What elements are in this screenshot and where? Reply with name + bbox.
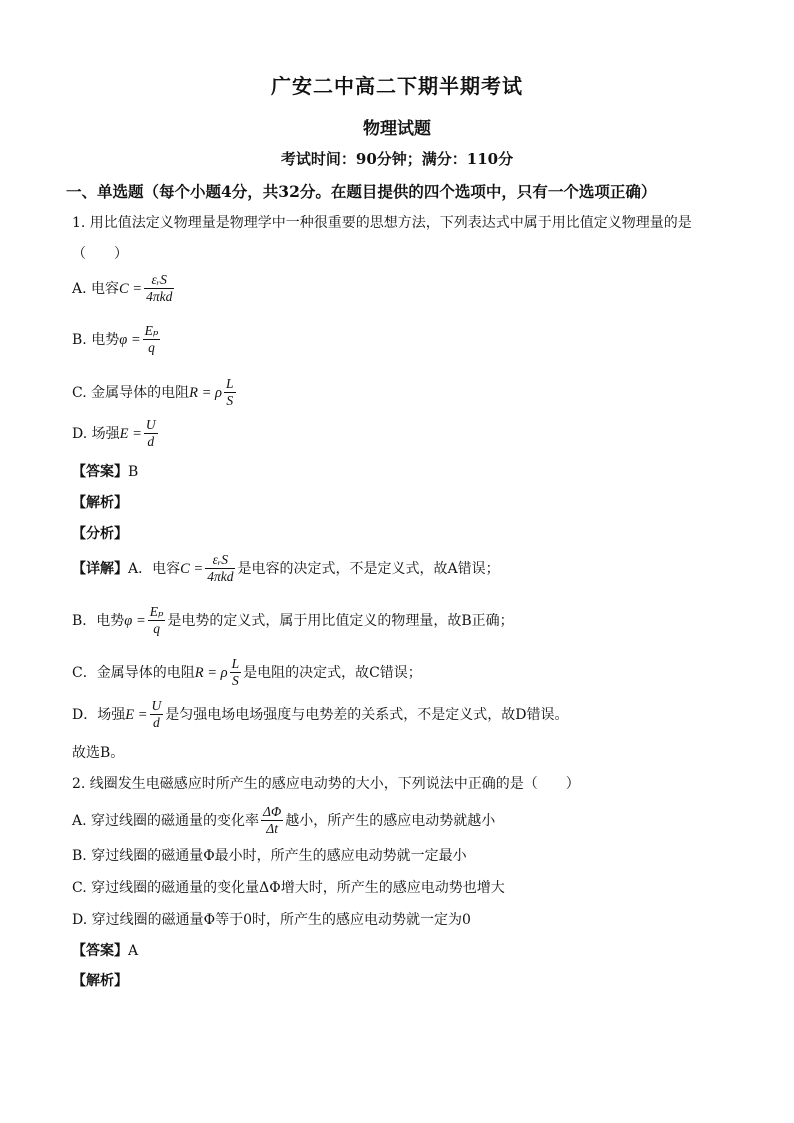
q1-detail-b — [72, 604, 514, 637]
denominator: q — [153, 621, 160, 636]
detail-suffix: 是电容的决定式，不是定义式，故A错误； — [237, 560, 500, 577]
denominator: S — [231, 673, 239, 688]
analysis-tag: 【解析】 — [72, 973, 128, 989]
exam-title: 广安二中高二下期半期考试 — [271, 74, 523, 98]
q1-option-a — [72, 272, 176, 305]
formula-lhs: R = ρ — [189, 384, 222, 401]
q2-stem: 2. 线圈发生电磁感应时所产生的感应电动势的大小，下列说法中正确的是（ ） — [72, 776, 580, 792]
formula-lhs: φ = — [119, 331, 141, 348]
formula-lhs: E = — [125, 706, 148, 723]
fraction — [224, 376, 236, 409]
numerator: Eₚ — [149, 604, 164, 619]
formula-lhs: C = — [180, 560, 204, 577]
answer-tag: 【答案】 — [72, 464, 128, 480]
q1-detail-a — [72, 552, 500, 585]
section-heading: 一、单选题（每个小题4分，共32分。在题目提供的四个选项中，只有一个选项正确） — [66, 182, 657, 201]
fraction — [143, 323, 161, 356]
q2-answer — [72, 941, 138, 961]
denominator: d — [147, 434, 155, 449]
formula-lhs: E = — [119, 425, 142, 442]
fraction — [148, 604, 166, 637]
subject-title: 物理试题 — [363, 119, 431, 139]
numerator: εᵣS — [144, 272, 174, 289]
fraction — [150, 698, 164, 731]
denominator: S — [226, 393, 234, 408]
option-label: B. 电势 — [72, 331, 120, 348]
formula-lhs: C = — [119, 280, 143, 297]
q1-option-b — [72, 323, 162, 356]
q1-conclusion: 故选B。 — [72, 745, 125, 761]
q2-option-a — [72, 804, 495, 837]
fraction — [261, 804, 283, 837]
q1-detail-c — [72, 656, 422, 689]
option-suffix: 越小，所产生的感应电动势就越小 — [285, 812, 496, 829]
denominator: Δt — [266, 821, 278, 836]
q2-option-b: B. 穿过线圈的磁通量Φ最小时，所产生的感应电动势就一定最小 — [72, 848, 467, 864]
detail-prefix: D．场强 — [72, 706, 126, 723]
detail-suffix: 是电阻的决定式，故C错误； — [243, 664, 422, 681]
numerator: L — [225, 376, 234, 391]
denominator: 4πkd — [146, 289, 173, 304]
q1-analysis — [72, 493, 128, 513]
fenxi-tag: 【分析】 — [72, 526, 128, 542]
answer-value: B — [128, 464, 139, 480]
fraction — [144, 272, 174, 305]
answer-value: A — [128, 943, 139, 959]
numerator: U — [151, 698, 162, 713]
numerator: Eₚ — [144, 323, 159, 338]
detail-prefix: A．电容 — [128, 560, 181, 577]
q1-blank: （ ） — [72, 246, 128, 262]
q1-option-d — [72, 417, 160, 450]
option-label: A. 电容 — [72, 280, 120, 297]
q2-option-c: C. 穿过线圈的磁通量的变化量ΔΦ增大时，所产生的感应电动势也增大 — [72, 880, 505, 896]
detail-prefix: C．金属导体的电阻 — [72, 664, 195, 681]
detail-tag: 【详解】 — [72, 560, 128, 577]
option-label: C. 金属导体的电阻 — [72, 384, 190, 401]
answer-tag: 【答案】 — [72, 943, 128, 959]
option-prefix: A. 穿过线圈的磁通量的变化率 — [72, 812, 260, 829]
q2-option-d: D. 穿过线圈的磁通量Φ等于0时，所产生的感应电动势就一定为0 — [72, 912, 471, 928]
numerator: L — [231, 656, 240, 671]
fraction — [144, 417, 158, 450]
denominator: 4πkd — [207, 569, 234, 584]
formula-lhs: φ = — [124, 612, 146, 629]
numerator: U — [145, 417, 156, 432]
detail-prefix: B．电势 — [72, 612, 125, 629]
denominator: q — [148, 340, 155, 355]
fraction — [230, 656, 242, 689]
q1-fenxi — [72, 524, 128, 544]
formula-lhs: R = ρ — [194, 664, 228, 681]
q1-stem: 1. 用比值法定义物理量是物理学中一种很重要的思想方法，下列表达式中属于用比值定义物理量的是 — [72, 215, 692, 231]
q1-option-c — [72, 376, 238, 409]
detail-suffix: 是电势的定义式，属于用比值定义的物理量，故B正确； — [167, 612, 514, 629]
option-label: D. 场强 — [72, 425, 120, 442]
q1-answer — [72, 462, 138, 482]
numerator: εᵣS — [205, 552, 235, 569]
numerator: ΔΦ — [263, 804, 282, 819]
detail-suffix: 是匀强电场电场强度与电势差的关系式，不是定义式，故D错误。 — [165, 706, 569, 723]
analysis-tag: 【解析】 — [72, 495, 128, 511]
denominator: d — [153, 715, 160, 730]
q1-detail-d — [72, 698, 569, 731]
fraction — [205, 552, 235, 585]
exam-meta: 考试时间：90分钟；满分：110分 — [280, 150, 514, 168]
q2-analysis — [72, 971, 128, 991]
